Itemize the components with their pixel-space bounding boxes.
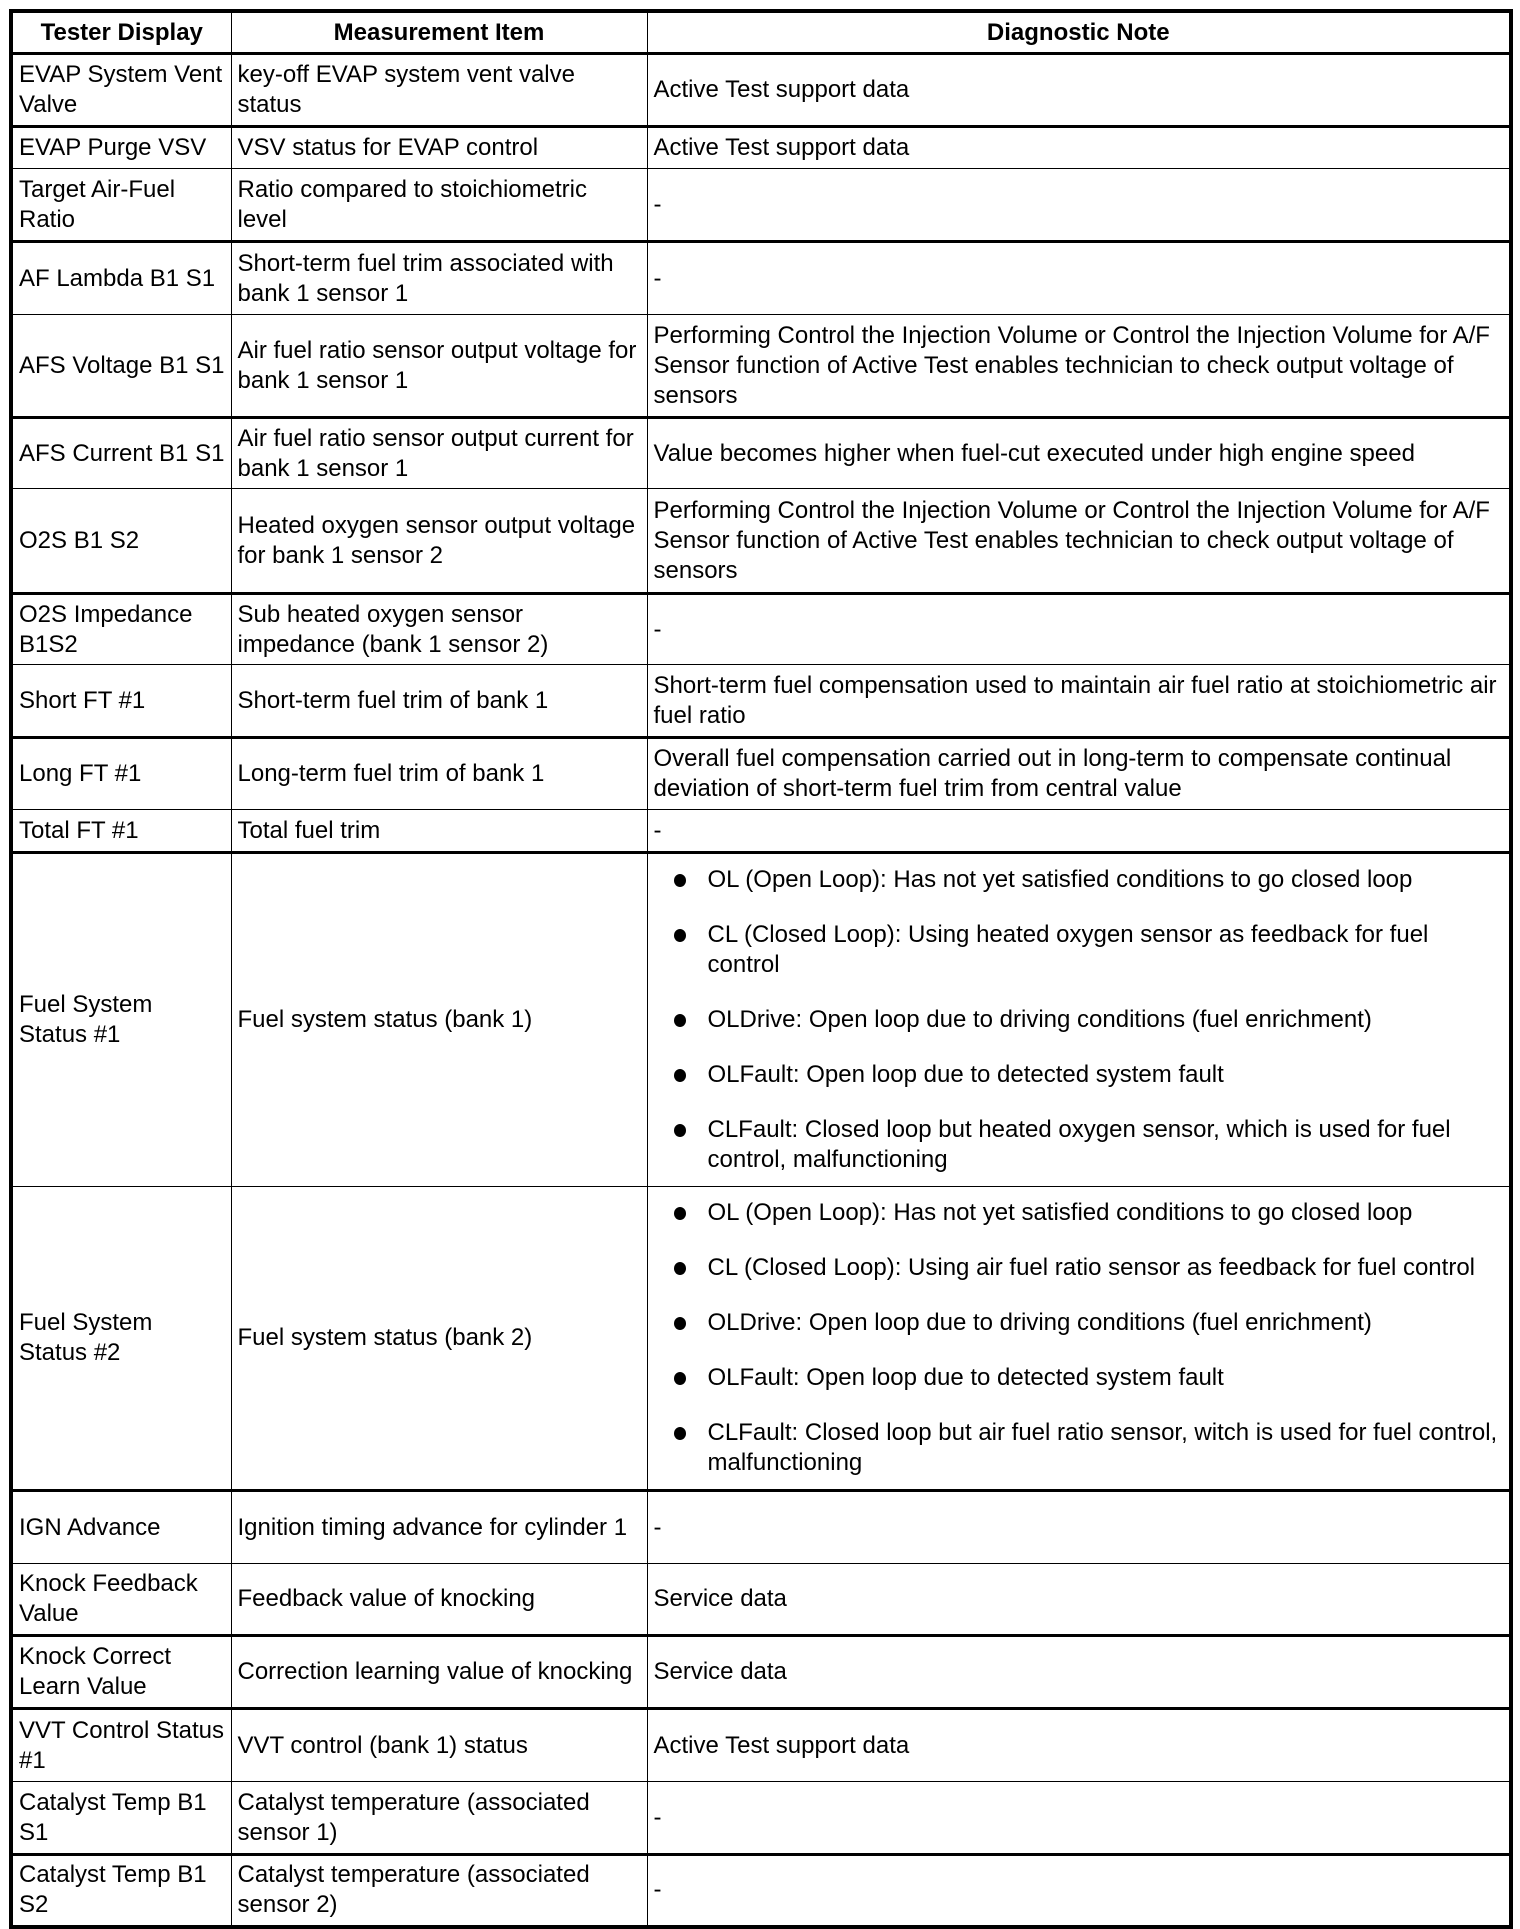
header-diagnostic-note: Diagnostic Note (647, 11, 1511, 54)
measurement-item-cell: Feedback value of knocking (231, 1564, 647, 1636)
table-row (11, 315, 1511, 418)
diagnostic-note-cell (647, 1187, 1511, 1491)
bullet-item: OLFault: Open loop due to detected system fault (672, 1060, 1504, 1090)
tester-display-cell: Fuel System Status #2 (11, 1187, 231, 1491)
measurement-item-cell: Short-term fuel trim of bank 1 (231, 665, 647, 738)
bullet-item: CL (Closed Loop): Using heated oxygen sensor as feedback for fuel control (672, 920, 1504, 980)
table-row (11, 1187, 1511, 1491)
bullet-icon (674, 1427, 686, 1440)
diagnostic-note-cell (647, 853, 1511, 1187)
table-row (11, 127, 1511, 169)
diagnostic-note-cell: Value becomes higher when fuel-cut executed under high engine speed (647, 418, 1511, 489)
measurement-item-cell: Correction learning value of knocking (231, 1636, 647, 1709)
table-row (11, 489, 1511, 594)
tester-display-cell: EVAP Purge VSV (11, 127, 231, 169)
bullet-item: CLFault: Closed loop but air fuel ratio sensor, witch is used for fuel control, malfunctioning (672, 1418, 1504, 1478)
diagnostic-note-cell: - (647, 242, 1511, 315)
tester-display-cell: EVAP System Vent Valve (11, 54, 231, 127)
tester-display-cell: Knock Feedback Value (11, 1564, 231, 1636)
bullet-item: OLFault: Open loop due to detected system fault (672, 1363, 1504, 1393)
table-header-row (11, 11, 1511, 54)
measurement-item-cell: Ignition timing advance for cylinder 1 (231, 1491, 647, 1564)
bullet-icon (674, 874, 686, 887)
table-row (11, 810, 1511, 853)
table-row (11, 1782, 1511, 1855)
header-measurement-item: Measurement Item (231, 11, 647, 54)
table-row (11, 1491, 1511, 1564)
measurement-item-cell: Ratio compared to stoichiometric level (231, 169, 647, 242)
tester-display-cell: Short FT #1 (11, 665, 231, 738)
bullet-item: CL (Closed Loop): Using air fuel ratio sensor as feedback for fuel control (672, 1253, 1504, 1283)
bullet-icon (674, 929, 686, 942)
tester-display-cell: IGN Advance (11, 1491, 231, 1564)
diagnostic-note-cell: Active Test support data (647, 54, 1511, 127)
bullet-item: OL (Open Loop): Has not yet satisfied conditions to go closed loop (672, 865, 1504, 895)
diagnostic-note-cell: Service data (647, 1564, 1511, 1636)
bullet-item: OL (Open Loop): Has not yet satisfied conditions to go closed loop (672, 1198, 1504, 1228)
diagnostic-note-cell: Active Test support data (647, 127, 1511, 169)
diagnostic-note-cell: - (647, 169, 1511, 242)
measurement-item-cell: Catalyst temperature (associated sensor 2) (231, 1855, 647, 1927)
measurement-item-cell: VVT control (bank 1) status (231, 1709, 647, 1782)
tester-display-cell: AFS Current B1 S1 (11, 418, 231, 489)
table-row (11, 1636, 1511, 1709)
measurement-item-cell: Heated oxygen sensor output voltage for bank 1 sensor 2 (231, 489, 647, 594)
diagnostic-note-cell: Performing Control the Injection Volume or Control the Injection Volume for A/F Sensor function of Active Test enables technician to check output voltage of sensors (647, 315, 1511, 418)
bullet-icon (674, 1124, 686, 1137)
tester-display-cell: AF Lambda B1 S1 (11, 242, 231, 315)
tester-display-cell: AFS Voltage B1 S1 (11, 315, 231, 418)
bullet-icon (674, 1262, 686, 1275)
measurement-item-cell: Air fuel ratio sensor output voltage for bank 1 sensor 1 (231, 315, 647, 418)
measurement-item-cell: key-off EVAP system vent valve status (231, 54, 647, 127)
tester-display-cell: VVT Control Status #1 (11, 1709, 231, 1782)
bullet-icon (674, 1372, 686, 1385)
table-row (11, 1564, 1511, 1636)
table-row (11, 738, 1511, 810)
diagnostic-note-cell: Overall fuel compensation carried out in long-term to compensate continual deviation of short-term fuel trim from central value (647, 738, 1511, 810)
table-row (11, 418, 1511, 489)
bullet-icon (674, 1317, 686, 1330)
tester-display-cell: Fuel System Status #1 (11, 853, 231, 1187)
table-row (11, 853, 1511, 1187)
tester-display-cell: Catalyst Temp B1 S1 (11, 1782, 231, 1855)
diagnostic-note-cell: Performing Control the Injection Volume or Control the Injection Volume for A/F Sensor function of Active Test enables technician to check output voltage of sensors (647, 489, 1511, 594)
measurement-item-cell: Total fuel trim (231, 810, 647, 853)
bullet-item: OLDrive: Open loop due to driving conditions (fuel enrichment) (672, 1005, 1504, 1035)
diagnostic-note-cell: Short-term fuel compensation used to maintain air fuel ratio at stoichiometric air fuel ratio (647, 665, 1511, 738)
measurement-item-cell: VSV status for EVAP control (231, 127, 647, 169)
measurement-item-cell: Fuel system status (bank 1) (231, 853, 647, 1187)
tester-display-cell: Target Air-Fuel Ratio (11, 169, 231, 242)
table-row (11, 1855, 1511, 1927)
table-row (11, 665, 1511, 738)
bullet-icon (674, 1207, 686, 1220)
table-row (11, 242, 1511, 315)
diagnostic-note-cell: Service data (647, 1636, 1511, 1709)
header-tester-display: Tester Display (11, 11, 231, 54)
fuel-status-bullet-list (654, 865, 1504, 1175)
tester-display-cell: O2S B1 S2 (11, 489, 231, 594)
bullet-item: CLFault: Closed loop but heated oxygen sensor, which is used for fuel control, malfunctioning (672, 1115, 1504, 1175)
bullet-icon (674, 1014, 686, 1027)
measurement-item-cell: Sub heated oxygen sensor impedance (bank 1 sensor 2) (231, 594, 647, 665)
tester-display-cell: Catalyst Temp B1 S2 (11, 1855, 231, 1927)
diagnostic-note-cell: - (647, 1855, 1511, 1927)
bullet-icon (674, 1069, 686, 1082)
table-row (11, 169, 1511, 242)
measurement-item-cell: Air fuel ratio sensor output current for bank 1 sensor 1 (231, 418, 647, 489)
table-row (11, 54, 1511, 127)
diagnostic-note-cell: Active Test support data (647, 1709, 1511, 1782)
measurement-item-cell: Long-term fuel trim of bank 1 (231, 738, 647, 810)
diagnostic-note-cell: - (647, 810, 1511, 853)
tester-display-cell: Total FT #1 (11, 810, 231, 853)
tester-display-cell: O2S Impedance B1S2 (11, 594, 231, 665)
table-row (11, 594, 1511, 665)
diagnostic-note-cell: - (647, 594, 1511, 665)
tester-display-cell: Long FT #1 (11, 738, 231, 810)
measurement-item-cell: Catalyst temperature (associated sensor 1) (231, 1782, 647, 1855)
measurement-item-cell: Fuel system status (bank 2) (231, 1187, 647, 1491)
tester-display-cell: Knock Correct Learn Value (11, 1636, 231, 1709)
data-list-table (9, 9, 1513, 1929)
fuel-status-bullet-list (654, 1198, 1504, 1478)
diagnostic-note-cell: - (647, 1491, 1511, 1564)
measurement-item-cell: Short-term fuel trim associated with bank 1 sensor 1 (231, 242, 647, 315)
bullet-item: OLDrive: Open loop due to driving conditions (fuel enrichment) (672, 1308, 1504, 1338)
diagnostic-note-cell: - (647, 1782, 1511, 1855)
table-row (11, 1709, 1511, 1782)
